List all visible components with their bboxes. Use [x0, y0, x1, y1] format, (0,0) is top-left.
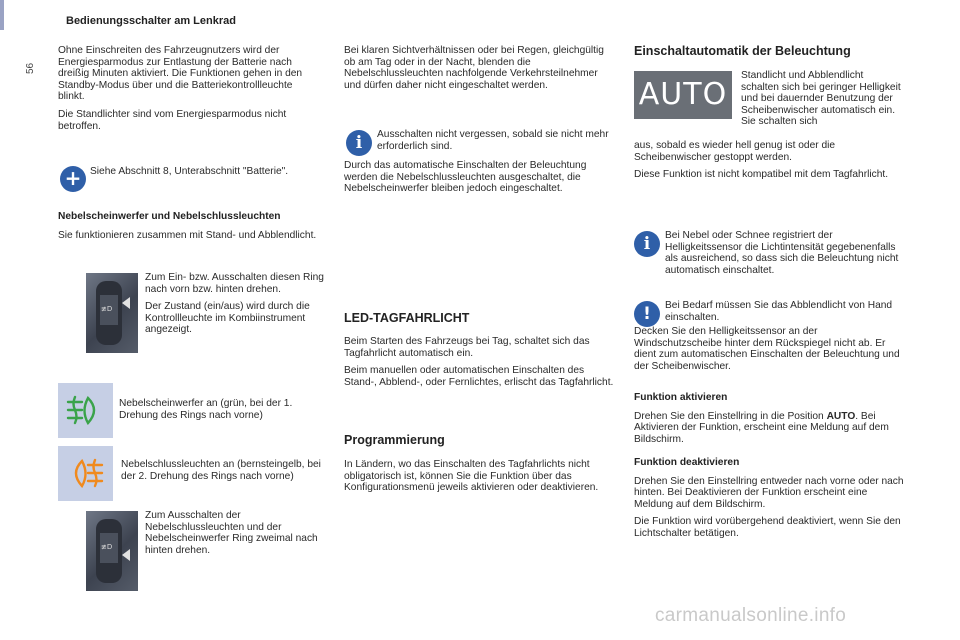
led-paragraph-1: Beim Starten des Fahrzeugs bei Tag, schaltet sich das Tagfahrlicht automatisch ein.: [344, 336, 590, 359]
info-note: Ausschalten nicht vergessen, sobald sie nicht mehr erforderlich sind.: [377, 129, 609, 152]
ring-paragraph-1: Zum Ein- bzw. Ausschalten diesen Ring nach vorn bzw. hinten drehen.: [145, 272, 324, 295]
auto-paragraph-1b-group: [634, 140, 904, 181]
warning-icon: !: [634, 301, 660, 327]
auto-position-label: AUTO: [634, 71, 732, 119]
activate-text-pre: Drehen Sie den Einstellring in die Position: [634, 410, 824, 422]
auto-paragraph-1a: Standlicht und Abblendlicht schalten sich bei geringer Helligkeit und bei dauernder Benutzung der Scheibenwischer automatisch ein. Sie schalten sich: [741, 70, 901, 128]
see-note: Siehe Abschnitt 8, Unterabschnitt "Batterie".: [90, 166, 289, 177]
sensor-info-note: Bei Nebel oder Schnee registriert der Helligkeitssensor die Lichtintensität gegebenenfalls als ausreichend, so dass sich die Beleuchtung nicht automatisch einschaltet.: [665, 230, 899, 276]
plus-icon: +: [60, 166, 86, 192]
stalk-photo-1: [86, 273, 138, 353]
rear-fog-text: Nebelschlussleuchten an (bernsteingelb, bei der 2. Drehung des Rings nach vorne): [121, 459, 321, 482]
fog-heading: Nebelscheinwerfer und Nebelschlussleuchten: [58, 211, 281, 222]
watermark: carmanualsonline.info: [655, 605, 847, 626]
off-text: Zum Ausschalten der Nebelschlussleuchten und der Nebelscheinwerfer Ring zweimal nach hinten drehen.: [145, 510, 318, 556]
warning-note-2: Decken Sie den Helligkeitssensor an der Windschutzscheibe hinter dem Rückspiegel nicht ab. Er dient zum automatischen Einschalten der Beleuchtung und der Scheibenwischer.: [634, 326, 900, 372]
deactivate-paragraph-2: Die Funktion wird vorübergehend deaktiviert, wenn Sie den Lichtschalter betätigen.: [634, 516, 901, 539]
front-fog-text: Nebelscheinwerfer an (grün, bei der 1. Drehung des Rings nach vorne): [119, 398, 293, 421]
visibility-text: Bei klaren Sichtverhältnissen oder bei Regen, gleichgültig ob am Tag oder in der Nacht, blenden die Nebelschlussleuchten nachfolgende Verkehrsteilnehmer und dürfen daher nicht eingeschaltet werden.: [344, 45, 604, 91]
activate-paragraph: [634, 411, 906, 446]
programming-paragraph: In Ländern, wo das Einschalten des Tagfahrlichts nicht obligatorisch ist, können Sie die Funktion über das Konfigurationsmenü jeweils aktivieren oder deaktivieren.: [344, 459, 599, 494]
deactivate-heading: Funktion deaktivieren: [634, 457, 740, 468]
activate-keyword: AUTO: [826, 410, 856, 422]
page-number: 56: [25, 62, 36, 74]
warning-note-1: Bei Bedarf müssen Sie das Abblendlicht von Hand einschalten.: [665, 300, 893, 323]
programming-heading: Programmierung: [344, 433, 445, 447]
activate-heading: Funktion aktivieren: [634, 392, 728, 403]
info-icon: i: [346, 130, 372, 156]
intro-text: [58, 45, 320, 132]
info-icon: i: [634, 231, 660, 257]
auto-paragraph-2: Diese Funktion ist nicht kompatibel mit dem Tagfahrlicht.: [634, 169, 889, 181]
intro-paragraph-1: Ohne Einschreiten des Fahrzeugnutzers wird der Energiesparmodus zur Entlastung der Batterie nach dreißig Minuten aktiviert. Die Funktionen gehen in den Standby-Modus über und die Batteriekontrollleuchte blinkt.: [58, 45, 303, 103]
fog-intro: Sie funktionieren zusammen mit Stand- und Abblendlicht.: [58, 229, 317, 241]
fog-section: [58, 211, 320, 241]
led-heading: LED-TAGFAHRLICHT: [344, 311, 470, 325]
led-section: [344, 311, 614, 388]
auto-lighting-heading: Einschaltautomatik der Beleuchtung: [634, 44, 851, 58]
led-paragraph-2: Beim manuellen oder automatischen Einschalten des Stand-, Abblend-, oder Fernlichtes, erlischt das Tagfahrlicht.: [344, 365, 614, 388]
activate-text-post: . Bei Aktivieren der Funktion, erscheint eine Meldung auf dem Bildschirm.: [634, 410, 889, 445]
stalk-photo-2: [86, 511, 138, 591]
ring-text: [145, 272, 330, 336]
svg-text:≢D: ≢D: [101, 543, 113, 551]
svg-text:≢D: ≢D: [101, 305, 113, 313]
rear-fog-lamp-icon: [58, 446, 113, 501]
activate-section: [634, 392, 906, 445]
rear-fog-tile: [58, 446, 113, 501]
ring-paragraph-2: Der Zustand (ein/aus) wird durch die Kontrollleuchte im Kombiinstrument angezeigt.: [145, 301, 310, 336]
front-fog-tile: [58, 383, 113, 438]
page-title: Bedienungsschalter am Lenkrad: [66, 15, 236, 27]
deactivate-section: [634, 457, 906, 540]
programming-section: [344, 433, 614, 494]
stalk-illustration: [86, 511, 138, 591]
deactivate-paragraph-1: Drehen Sie den Einstellring entweder nach vorne oder nach hinten. Bei Deaktivieren der Funktion erscheint eine Meldung auf dem Bildschirm.: [634, 475, 904, 510]
auto-fog-text: Durch das automatische Einschalten der Beleuchtung werden die Nebelschlussleuchten ausgeschaltet, die Nebelscheinwerfer bleiben jedoch eingeschaltet.: [344, 160, 587, 195]
front-fog-lamp-icon: [58, 383, 113, 438]
auto-paragraph-1b: aus, sobald es wieder hell genug ist oder die Scheibenwischer gestoppt werden.: [634, 140, 836, 163]
stalk-illustration: [86, 273, 138, 353]
intro-paragraph-2: Die Standlichter sind vom Energiesparmodus nicht betroffen.: [58, 108, 287, 132]
header-accent-bar: [0, 0, 4, 30]
